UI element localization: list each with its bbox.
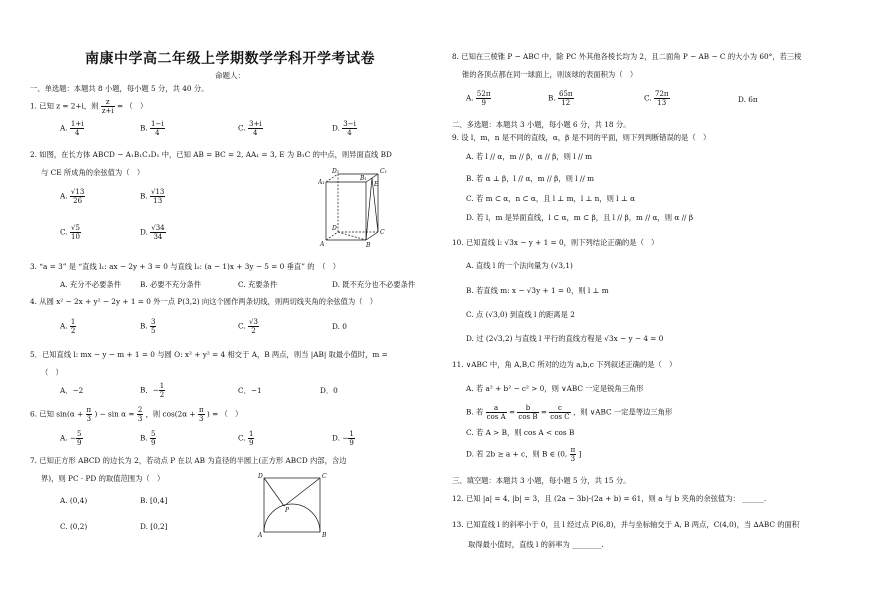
q4-b-label: B.: [140, 321, 148, 331]
q2-option-b[interactable]: [140, 188, 165, 205]
q11-b-post: ，则 ∨ABC 一定是等边三角形: [572, 407, 673, 417]
q6-d-num: 1: [349, 430, 354, 438]
q11-d-pre: D. 若 2b ≥ a + c，则 B ∈: [466, 449, 556, 459]
q13-stem-line2-text: 取得最小值时，直线 l 的斜率为: [468, 540, 570, 549]
q5-option-a[interactable]: A．−2: [60, 386, 84, 395]
q1-c-den: 4: [253, 129, 258, 137]
q4-a-num: 1: [70, 318, 76, 326]
fig2-label-a1: A₁: [318, 179, 325, 186]
q10-option-a[interactable]: A. 直线 l 的一个法向量为 (√3,1): [466, 261, 573, 270]
section-3-heading: 三、填空题：本题共 3 小题，每小题 5 分，共 15 分。: [452, 476, 631, 485]
q11-d-den: 3: [570, 455, 576, 463]
q6-pi-frac-1: [86, 406, 93, 423]
q5-b-num: 1: [159, 382, 165, 390]
fig7-label-c: C: [322, 473, 327, 480]
q1-c-label: C.: [238, 123, 246, 133]
q1-frac-num: z: [101, 98, 115, 107]
q4-c-num: √3: [248, 318, 258, 326]
q2-a-num: √13: [70, 188, 85, 196]
q11-b-pre: B. 若: [466, 407, 484, 417]
q11-option-d[interactable]: [466, 446, 581, 463]
q1-c-frac: [248, 120, 263, 137]
q2-c-den: 10: [70, 233, 80, 241]
q11-d-open: (0,: [557, 449, 568, 459]
fig2-label-e: E: [374, 181, 379, 188]
q1-option-b[interactable]: [140, 120, 165, 137]
q11-b-f2-den: cos B: [518, 413, 538, 421]
q10-option-b[interactable]: B. 若直线 m: x − √3y + 1 = 0，则 l ⊥ m: [466, 286, 609, 295]
q6-c-num: 1: [248, 430, 254, 438]
q2-d-num: √34: [151, 224, 165, 232]
q1-stem-end: = （ ）: [116, 101, 148, 111]
q1-b-label: B.: [140, 123, 148, 133]
q7-stem-line2: 界)，则 PC · PD 的取值范围为（ ）: [41, 474, 165, 483]
q6-pi1-num: π: [86, 406, 92, 414]
q1-frac-den: z+i: [101, 107, 114, 115]
q11-option-a[interactable]: A. 若 a² + b² − c² > 0，则 ∨ABC 一定是锐角三角形: [466, 384, 644, 393]
q1-stem-text: 1. 已知 z = 2+i，则: [30, 101, 99, 111]
q8-c-den: 13: [657, 99, 667, 107]
q2-b-frac: [150, 188, 165, 205]
q6-stem: [30, 406, 242, 423]
q8-option-a[interactable]: [466, 90, 491, 107]
q11-d-close: ]: [578, 449, 582, 459]
q4-option-d[interactable]: D. 0: [332, 322, 347, 331]
q9-option-b[interactable]: B. 若 α ⊥ β，l // α，m // β，则 l // m: [466, 174, 595, 183]
q13-answer-blank[interactable]: ________.: [572, 540, 604, 549]
q6-v-den: 3: [137, 415, 143, 423]
q2-c-label: C.: [60, 227, 68, 237]
q7-option-c[interactable]: C. (0,2): [60, 522, 88, 531]
q6-d-frac: [348, 430, 354, 447]
q11-option-b[interactable]: B. 若 $\frac{a}{\text{cos A}}$ = $\frac{b}{\text{cos B}}$ = $\frac{c}{\text{cos C}}$ ，则 ∨ABC 一定是等边三角形: [466, 404, 673, 421]
q5-option-b[interactable]: [140, 382, 165, 399]
author-line: 命题人：: [215, 71, 245, 80]
q8-a-num: 52π: [476, 90, 491, 98]
q6-a-label: A. −: [60, 433, 77, 443]
fig2-label-c: C: [380, 229, 385, 236]
q6-option-d[interactable]: [332, 430, 355, 447]
q8-a-label: A.: [466, 93, 474, 103]
q2-option-d[interactable]: [140, 224, 166, 241]
q1-stem: [30, 98, 147, 115]
q4-c-den: 2: [251, 327, 256, 335]
q1-a-den: 4: [74, 129, 80, 137]
q5-stem-line2: （ ）: [41, 368, 63, 377]
q9-option-a[interactable]: A. 若 l // α，m // β，α // β，则 l // m: [466, 152, 593, 161]
q7-option-a[interactable]: A. (0,4): [60, 496, 88, 505]
q4-stem: 4. 从圆 x² − 2x + y² − 2y + 1 = 0 外一点 P(3,2) 向这个圆作两条切线，则两切线夹角的余弦值为（ ）: [30, 297, 378, 306]
q9-option-d[interactable]: D. 若 l，m 是异面直线，l ⊂ α，m ⊂ β，且 l // β，m // α，则 α // β: [466, 213, 694, 222]
q6-pi2-num: π: [198, 406, 204, 414]
q6-a-den: 9: [77, 439, 82, 447]
q4-option-b[interactable]: [140, 318, 156, 335]
q4-c-label: C.: [238, 321, 246, 331]
q11-b-f1-num: a: [486, 404, 507, 413]
q1-option-a[interactable]: [60, 120, 84, 137]
q8-c-frac: [654, 90, 670, 107]
q2-a-den: 26: [73, 197, 83, 205]
q6-option-b[interactable]: [140, 430, 156, 447]
q8-c-num: 72π: [654, 90, 669, 98]
q11-option-c[interactable]: C. 若 A > B，则 cos A < cos B: [466, 428, 575, 437]
q6-pi1-den: 3: [86, 415, 92, 423]
q6-c-frac: [248, 430, 254, 447]
q6-pi-frac-2: [198, 406, 205, 423]
q12-answer-blank[interactable]: ______.: [742, 494, 767, 503]
q4-a-frac: [70, 318, 76, 335]
q5-b-den: 2: [159, 391, 165, 399]
q8-b-frac: [558, 90, 574, 107]
q1-d-num: 3−i: [343, 120, 356, 128]
q7-square-figure: [256, 472, 330, 538]
fig2-label-a: A: [320, 241, 325, 248]
q2-b-num: √13: [151, 188, 165, 196]
q8-option-d[interactable]: D. 6π: [738, 95, 758, 104]
q1-b-den: 4: [155, 129, 160, 137]
fig2-label-b: B: [366, 242, 371, 248]
q2-d-label: D.: [140, 227, 148, 237]
q2-c-num: √5: [70, 224, 80, 232]
q2-d-den: 34: [153, 233, 163, 241]
q7-option-d[interactable]: D. [0,2]: [140, 522, 168, 531]
q8-b-num: 65π: [559, 90, 573, 98]
q6-stem-d: ) = （ ）: [206, 409, 243, 419]
q12-stem-text: 12. 已知 |a| = 4, |b| = 3，且 (2a − 3b)·(2a + b) = 61，则 a 与 b 夹角的余弦值为：: [452, 494, 740, 503]
q8-a-den: 9: [481, 99, 486, 107]
q2-a-frac: [70, 188, 85, 205]
exam-title: 南康中学高二年级上学期数学学科开学考试卷: [85, 51, 375, 67]
q6-d-den: 9: [349, 439, 354, 447]
q11-d-frac: [570, 446, 577, 463]
q5-stem-line1: 5．已知直线 l: mx − y − m + 1 = 0 与圆 O: x² + y² = 4 相交于 A，B 两点，则当 |AB| 取最小值时，m =: [30, 350, 388, 359]
q1-option-c[interactable]: [238, 120, 263, 137]
q8-b-den: 12: [561, 99, 571, 107]
q6-b-label: B.: [140, 433, 148, 443]
q6-c-den: 9: [248, 439, 254, 447]
fig7-label-b: B: [322, 532, 327, 538]
q8-stem-line1: 8. 已知在三棱锥 P − ABC 中，除 PC 外其他各棱长均为 2，且二面角 P − AB − C 的大小为 60°，若三棱: [452, 52, 802, 61]
q13-stem-line1: 13. 已知直线 l 的斜率小于 0，且 l 经过点 P(6,8)，并与坐标轴交于 A, B 两点，C(4,0)，当 ∆ABC 的面积: [452, 520, 800, 529]
q11-b-f3-den: cos C: [550, 413, 570, 421]
q10-stem: 10. 已知直线 l: √3x − y + 1 = 0，则下列结论正确的是（ ）: [452, 238, 659, 247]
q1-option-d[interactable]: [332, 120, 357, 137]
q1-c-num: 3+i: [248, 120, 262, 128]
q5-b-label: B．−: [140, 385, 159, 395]
fig2-label-d1: D₁: [332, 168, 340, 175]
q3-option-d[interactable]: D. 既不充分也不必要条件: [332, 280, 416, 289]
q8-option-b[interactable]: [548, 90, 574, 107]
q3-option-a[interactable]: A. 充分不必要条件: [60, 280, 121, 289]
q11-b-f3-num: c: [549, 404, 570, 413]
fig7-label-p: P: [285, 507, 290, 514]
q6-d-label: D. −: [332, 433, 349, 443]
q6-stem-c: ，则 cos(2α +: [145, 409, 196, 419]
q5-b-frac: [159, 382, 165, 399]
q2-cuboid-figure: [318, 168, 398, 248]
q8-c-label: C.: [644, 93, 652, 103]
q6-b-frac: [150, 430, 156, 447]
q11-b-frac2: [517, 404, 538, 421]
q11-b-f1-den: cos A: [486, 413, 506, 421]
q6-value-frac: [137, 406, 143, 423]
q11-b-frac3: [549, 404, 570, 421]
q3-stem: 3. “a = 3” 是 “直线 l₁: ax − 2y + 3 = 0 与直线 l₂: (a − 1)x + 3y − 5 = 0 垂直” 的 （ ）: [30, 262, 341, 271]
q1-a-label: A.: [60, 123, 68, 133]
q2-option-c[interactable]: [60, 224, 81, 241]
q13-stem-line2: [468, 540, 604, 549]
q6-c-label: C.: [238, 433, 246, 443]
fig2-label-d: D: [332, 225, 337, 232]
q4-option-c[interactable]: [238, 318, 259, 335]
q11-b-frac1: [486, 404, 507, 421]
q1-a-frac: [70, 120, 85, 137]
q11-stem: 11. ∨ABC 中，角 A,B,C 所对的边为 a,b,c 下列叙述正确的是（ ）: [452, 360, 677, 369]
q2-b-label: B.: [140, 191, 148, 201]
q4-b-num: 3: [151, 318, 156, 326]
q6-b-num: 5: [151, 430, 156, 438]
q8-stem-line2: 锥的各顶点都在同一球面上，则该球的表面积为（ ）: [462, 70, 638, 79]
q8-b-label: B.: [548, 93, 556, 103]
q1-b-num: 1−i: [151, 120, 164, 128]
q11-d-num: π: [570, 446, 576, 454]
q10-option-c[interactable]: C. 点 (√3,0) 到直线 l 的距离是 2: [466, 310, 575, 319]
fig2-label-c1: C₁: [380, 168, 387, 175]
fig7-label-d: D: [258, 473, 263, 480]
q2-option-a[interactable]: [60, 188, 85, 205]
q6-a-num: 5: [77, 430, 82, 438]
q6-option-a[interactable]: [60, 430, 83, 447]
q11-b-f2-num: b: [517, 404, 538, 413]
q3-option-c[interactable]: C. 充要条件: [238, 280, 278, 289]
q6-option-c[interactable]: [238, 430, 254, 447]
q7-stem-line1: 7. 已知正方形 ABCD 的边长为 2，若动点 P 在以 AB 为直径的半圆上(正方形 ABCD 内部，含边: [30, 456, 347, 465]
q5-option-d[interactable]: D．0: [320, 386, 338, 395]
fig7-label-a: A: [258, 532, 263, 538]
q6-b-den: 9: [151, 439, 156, 447]
q6-stem-a: 6. 已知 sin(α +: [30, 409, 84, 419]
q8-a-frac: [476, 90, 492, 107]
q4-b-frac: [150, 318, 156, 335]
q1-d-label: D.: [332, 123, 340, 133]
q2-stem-line2: 与 CE 所成角的余弦值为（ ）: [41, 168, 145, 177]
q12-stem: [452, 494, 766, 503]
q2-stem-line1: 2. 如图，在长方体 ABCD − A₁B₁C₁D₁ 中，已知 AB = BC = 2, AA₁ = 3, E 为 B₁C 的中点，则异面直线 BD: [30, 150, 392, 159]
q3-option-b[interactable]: B. 必要不充分条件: [140, 280, 202, 289]
q4-option-a[interactable]: [60, 318, 76, 335]
q1-d-frac: [342, 120, 357, 137]
q4-c-frac: [248, 318, 259, 335]
q2-b-den: 13: [153, 197, 163, 205]
q4-a-label: A.: [60, 321, 68, 331]
section-2-heading: 二、多选题：本题共 3 小题，每小题 6 分，共 18 分。: [452, 120, 631, 129]
section-1-heading: 一、单选题：本题共 8 小题，每小题 5 分，共 40 分。: [30, 84, 209, 93]
fig2-label-b1: B₁: [360, 175, 367, 182]
q1-b-frac: [150, 120, 165, 137]
q1-stem-fraction: [101, 98, 115, 115]
q1-d-den: 4: [347, 129, 352, 137]
q7-option-b[interactable]: B. [0,4]: [140, 496, 168, 505]
q6-v-num: 2: [137, 406, 143, 414]
q2-d-frac: [150, 224, 165, 241]
q2-a-label: A.: [60, 191, 68, 201]
q5-option-c[interactable]: C．−1: [238, 386, 262, 395]
q4-a-den: 2: [70, 327, 76, 335]
q2-c-frac: [70, 224, 81, 241]
q4-b-den: 5: [151, 327, 156, 335]
q8-option-c[interactable]: [644, 90, 670, 107]
q1-a-num: 1+i: [70, 120, 84, 128]
q6-stem-b: ) − sin α =: [94, 409, 135, 419]
q6-pi2-den: 3: [199, 415, 204, 423]
q9-stem: 9. 设 l，m，n 是不同的直线，α，β 是不同的平面，则下列判断错误的是（ ）: [452, 133, 711, 142]
q10-option-d[interactable]: D. 过 (2√3,2) 与直线 l 平行的直线方程是 √3x − y − 4 = 0: [466, 334, 664, 343]
q9-option-c[interactable]: C. 若 m ⊂ α，n ⊂ α，且 l ⊥ m，l ⊥ n，则 l ⊥ α: [466, 194, 636, 203]
q6-a-frac: [76, 430, 82, 447]
